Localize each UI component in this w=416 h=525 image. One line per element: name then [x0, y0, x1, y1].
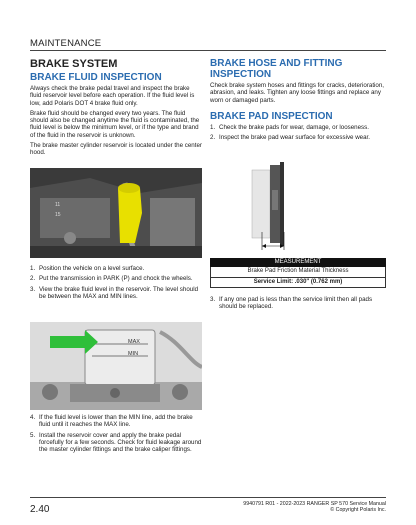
- pad-steps-b: [210, 296, 386, 311]
- brake-pad-diagram: [210, 160, 386, 252]
- pad-steps-a: [210, 124, 386, 142]
- photo-label-15: 15: [55, 212, 61, 218]
- list-item: 4. If the fluid level is lower than the MIN line, add the brake fluid until it reaches the MAX line.: [30, 414, 193, 429]
- hose-fitting-heading: BRAKE HOSE AND FITTING INSPECTION: [210, 58, 343, 80]
- list-item: 1. Check the brake pads for wear, damage, or looseness.: [210, 123, 369, 131]
- steps-list-b: [30, 414, 202, 453]
- fluid-para-2: Brake fluid should be changed every two years. The fluid should also be changed anytime the fluid is contaminated, the fluid level is below the minimum level, or if the type and brand of the fluid in the reservoir is unknown.: [30, 109, 200, 139]
- measurement-value: Service Limit: .030" (0.762 mm): [210, 278, 386, 289]
- measurement-header: MEASUREMENT: [210, 258, 386, 267]
- measurement-box: [210, 258, 386, 288]
- reservoir-level-illustration: [30, 322, 202, 410]
- section-header: MAINTENANCE: [30, 38, 102, 49]
- page-number: 2.40: [30, 504, 50, 515]
- footer-manual-title: 9940791 R01 - 2022-2023 RANGER SP 570 Service Manual: [243, 501, 386, 507]
- left-column: [30, 58, 202, 157]
- steps-list-a: [30, 265, 202, 300]
- footer-text: [243, 501, 386, 513]
- reservoir-level-photo: [30, 322, 202, 410]
- list-item: 5. Install the reservoir cover and apply the brake pedal forcefully for a few seconds. Check for fluid leakage around the master cylinder fittings and the brake caliper fittings.: [30, 431, 202, 454]
- footer-copyright: © Copyright Polaris Inc.: [330, 507, 386, 514]
- list-item: 2. Inspect the brake pad wear surface for excessive wear.: [210, 134, 370, 142]
- hose-para: Check brake system hoses and fittings for cracks, deterioration, abrasion, and leaks. Tighten any loose fittings and replace any worn or damaged parts.: [210, 82, 385, 104]
- brake-pad-heading: BRAKE PAD INSPECTION: [210, 110, 333, 122]
- right-column: [210, 58, 386, 141]
- brake-pad-illustration: [210, 160, 386, 252]
- footer-rule: [30, 497, 386, 498]
- fluid-para-3: The brake master cylinder reservoir is located under the center hood.: [30, 142, 202, 157]
- photo-label-11: 11: [55, 202, 61, 208]
- max-label: MAX: [128, 339, 140, 345]
- measurement-label: Brake Pad Friction Material Thickness: [210, 267, 386, 278]
- list-item: 1. Position the vehicle on a level surface.: [30, 265, 145, 272]
- reservoir-location-photo: [30, 168, 202, 258]
- min-label: MIN: [128, 351, 139, 357]
- list-item: 3. If any one pad is less than the service limit then all pads should be replaced.: [210, 296, 373, 311]
- page-title: BRAKE SYSTEM: [30, 58, 118, 70]
- list-item: 2. Put the transmission in PARK (P) and chock the wheels.: [30, 275, 193, 283]
- brake-fluid-heading: BRAKE FLUID INSPECTION: [30, 72, 162, 83]
- fluid-para-1: Always check the brake pedal travel and inspect the brake fluid reservoir level before each operation. If the fluid level is low, add Polaris DOT 4 brake fluid only.: [30, 85, 195, 107]
- header-rule: [30, 50, 386, 51]
- list-item: 3. View the brake fluid level in the reservoir. The level should be between the MAX and MIN lines.: [30, 285, 199, 300]
